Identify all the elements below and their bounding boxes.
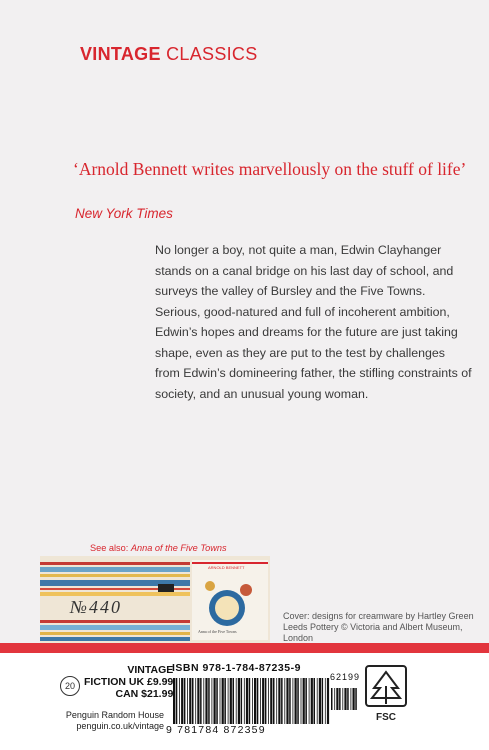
see-also-title: Anna of the Five Towns: [130, 543, 227, 553]
see-also: [90, 543, 227, 553]
fsc-label: FSC: [376, 712, 396, 723]
thumbnail-book-author: ARNOLD BENNETT: [208, 565, 245, 570]
publisher-block: [62, 710, 164, 732]
price-barcode: [330, 684, 358, 714]
red-divider-bar: [0, 643, 489, 653]
fsc-tree-logo-icon: [364, 664, 408, 726]
price-block: [84, 664, 173, 700]
age-rating-icon: 20: [60, 676, 80, 696]
review-source: New York Times: [75, 206, 173, 221]
isbn-text: ISBN 978-1-784-87235-9: [172, 662, 301, 674]
imprint-logo-classics: CLASSICS: [166, 44, 258, 64]
thumbnail-number-label: №440: [70, 597, 122, 617]
barcode-digits: 9 781784 872359: [166, 724, 266, 736]
book-blurb: No longer a boy, not quite a man, Edwin Clayhanger stands on a canal bridge on his last day of school, and surveys the valley of Bursley and the Five Towns. Serious, good-natured and full of incoherent ambition, Edwin’s hopes and dreams for the future are just taking shape, even as they are put to the test by challenges from Edwin’s domineering father, the stifling constraints of society, and an unusual young woman.: [155, 243, 472, 401]
cover-credit: Cover: designs for creamware by Hartley Green Leeds Pottery © Victoria and Albert Museum, London: [283, 611, 474, 643]
imprint-logo-vintage: VINTAGE: [80, 44, 161, 64]
publisher-name: Penguin Random House: [65, 710, 164, 720]
price-can: CAN $21.99: [115, 688, 174, 700]
review-quote: ‘Arnold Bennett writes marvellously on the stuff of life’: [73, 159, 467, 179]
barcode: [172, 678, 330, 724]
publisher-website: penguin.co.uk/vintage: [76, 721, 164, 731]
imprint-logo: [80, 44, 258, 65]
imprint-name: VINTAGE: [127, 664, 174, 676]
thumbnail-book-title: Anna of the Five Towns: [198, 629, 237, 634]
see-also-prefix: See also:: [90, 543, 131, 553]
price-code: 62199: [330, 672, 361, 682]
related-book-thumbnail: [40, 556, 270, 644]
category-price-uk: FICTION UK £9.99: [84, 676, 174, 688]
